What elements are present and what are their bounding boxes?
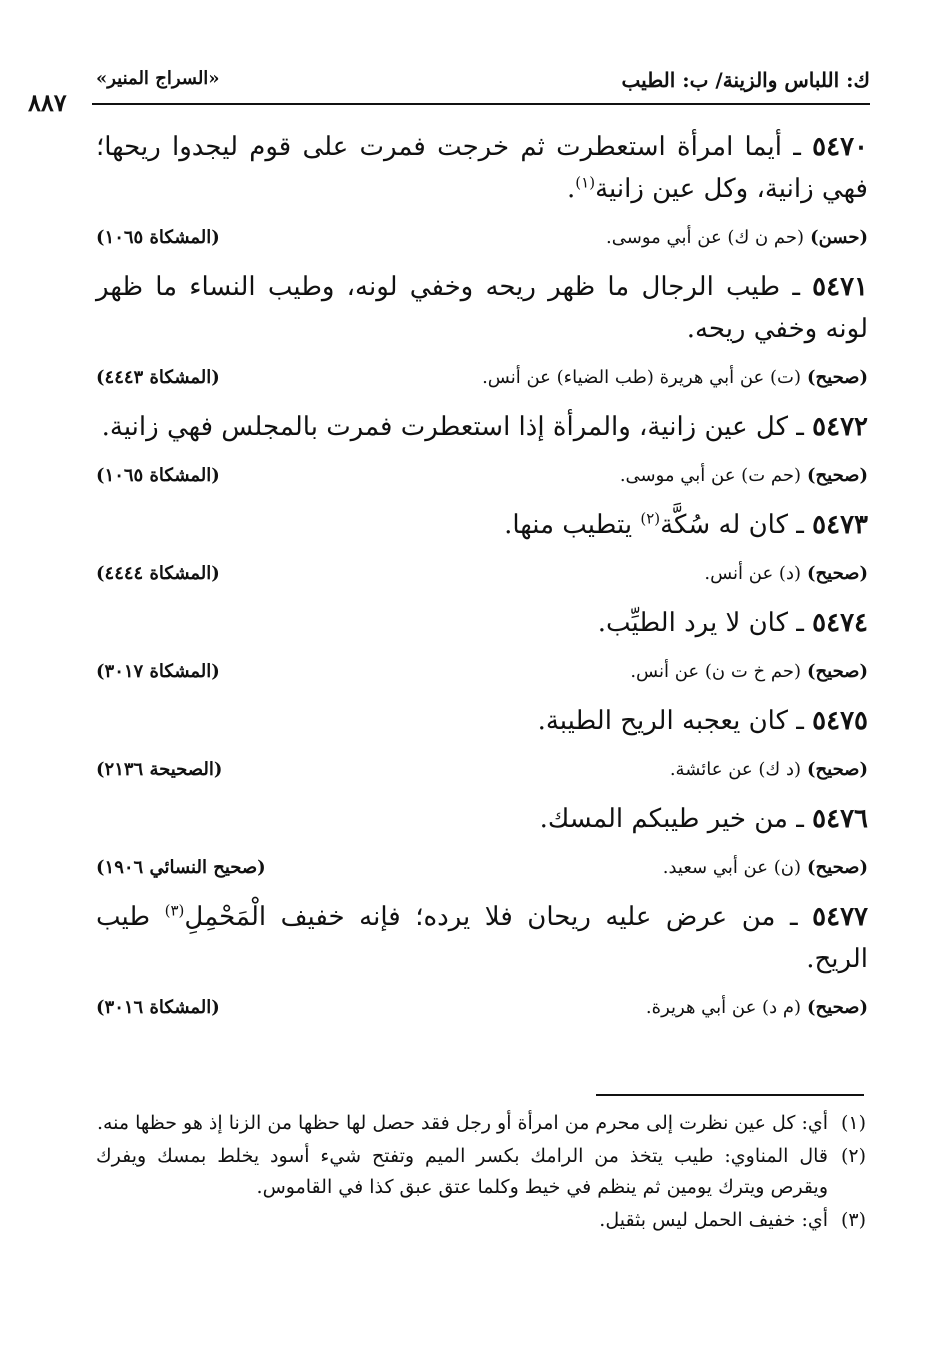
hadith-entry xyxy=(96,700,868,796)
hadith-narrator: (د ك) عن عائشة. xyxy=(669,758,801,780)
footnote-marker: (٢) xyxy=(640,509,661,528)
hadith-number: ٥٤٧٣ xyxy=(812,510,868,540)
hadith-body: كل عين زانية، والمرأة إذا استعطرت فمرت بالمجلس فهي زانية. xyxy=(101,412,788,442)
hadith-entry xyxy=(96,406,868,502)
footnote-marker: (٣) xyxy=(164,901,185,920)
hadith-reference: (المشكاة ٣٠١٧) xyxy=(96,660,220,682)
hadith-reference: (المشكاة ١٠٦٥) xyxy=(96,226,220,248)
hadith-body: من خير طيبكم المسك. xyxy=(539,804,788,834)
hadith-entry xyxy=(96,126,868,264)
footnote-text: أي: خفيف الحمل ليس بثقيل. xyxy=(599,1209,828,1231)
hadith-body: طيب الرجال ما ظهر ريحه وخفي لونه، وطيب النساء ما ظهر لونه وخفي ريحه. xyxy=(96,272,868,344)
hadith-body: كان له سُكَّة xyxy=(660,510,788,540)
hadith-text: ٥٤٧٠ ـ أيما امرأة استعطرت ثم خرجت فمرت على قوم ليجدوا ريحها؛ فهي زانية، وكل عين زانية$^{(١)}$. xyxy=(96,132,868,204)
footnote xyxy=(96,1141,866,1203)
hadith-grade: (حسن) xyxy=(810,226,868,248)
hadith-grade: (صحيح) xyxy=(807,856,868,878)
hadith-grade: (صحيح) xyxy=(807,366,868,388)
hadith-narrator: (د) عن أنس. xyxy=(704,562,801,584)
page-number: ٨٨٧ xyxy=(28,88,67,117)
footnote-text: قال المناوي: طيب يتخذ من الرامك بكسر الميم وتفتح شيء أسود يخلط بمسك ويفرك ويقرص ويترك يومين ثم ينظم في خيط وكلما عتق عبق كذا في القاموس. xyxy=(96,1145,828,1198)
hadith-number: ٥٤٧٧ xyxy=(812,902,868,932)
hadith-number: ٥٤٧٠ xyxy=(812,132,868,162)
hadith-reference: (الصحيحة ٢١٣٦) xyxy=(96,758,223,780)
hadith-tail: طيب الريح. xyxy=(96,902,868,974)
hadith-grade: (صحيح) xyxy=(807,758,868,780)
footnote-marker: (١) xyxy=(575,173,596,192)
hadith-grade: (صحيح) xyxy=(807,562,868,584)
footnote xyxy=(96,1108,866,1139)
hadith-entry xyxy=(96,896,868,1034)
hadith-number: ٥٤٧٤ xyxy=(812,608,868,638)
hadith-list xyxy=(96,126,868,1036)
hadith-source xyxy=(96,840,868,894)
header-divider xyxy=(92,103,870,105)
footnotes xyxy=(96,1108,866,1238)
hadith-entry xyxy=(96,266,868,404)
hadith-source xyxy=(96,742,868,796)
hadith-body: أيما امرأة استعطرت ثم خرجت فمرت على قوم ليجدوا ريحها؛ فهي زانية، وكل عين زانية xyxy=(96,132,868,204)
footnote-number: (١) xyxy=(840,1112,866,1134)
footnote xyxy=(96,1205,866,1236)
hadith-narrator: (ت) عن أبي هريرة (طب الضياء) عن أنس. xyxy=(482,366,801,388)
hadith-text: ٥٤٧٤ ـ كان لا يرد الطيِّب. xyxy=(597,608,868,638)
hadith-source xyxy=(96,210,868,264)
hadith-narrator: (م د) عن أبي هريرة. xyxy=(645,996,801,1018)
hadith-text: ٥٤٧٧ ـ من عرض عليه ريحان فلا يرده؛ فإنه خفيف الْمَحْمِلِ$^{(٣)}$ طيب الريح. xyxy=(96,901,868,974)
hadith-body: من عرض عليه ريحان فلا يرده؛ فإنه خفيف الْمَحْمِلِ xyxy=(184,902,776,932)
hadith-number: ٥٤٧٥ xyxy=(812,706,868,736)
hadith-grade: (صحيح) xyxy=(807,464,868,486)
footnote-divider xyxy=(596,1094,864,1096)
book-title: «السراج المنير» xyxy=(96,68,220,89)
hadith-source xyxy=(96,350,868,404)
hadith-narrator: (حم ت) عن أبي موسى. xyxy=(619,464,801,486)
hadith-grade: (صحيح) xyxy=(807,996,868,1018)
hadith-text: ٥٤٧٦ ـ من خير طيبكم المسك. xyxy=(539,804,868,834)
hadith-entry xyxy=(96,504,868,600)
hadith-text: ٥٤٧١ ـ طيب الرجال ما ظهر ريحه وخفي لونه، وطيب النساء ما ظهر لونه وخفي ريحه. xyxy=(96,272,868,344)
hadith-reference: (صحيح النسائي ١٩٠٦) xyxy=(96,856,266,878)
hadith-entry xyxy=(96,602,868,698)
hadith-narrator: (ن) عن أبي سعيد. xyxy=(662,856,801,878)
hadith-text: ٥٤٧٢ ـ كل عين زانية، والمرأة إذا استعطرت فمرت بالمجلس فهي زانية. xyxy=(101,412,868,442)
hadith-source xyxy=(96,546,868,600)
footnote-text: أي: كل عين نظرت إلى محرم من امرأة أو رجل فقد حصل لها حظها من الزنا إذ هو حظها منه. xyxy=(96,1112,828,1134)
hadith-number: ٥٤٧٢ xyxy=(812,412,868,442)
footnote-number: (٢) xyxy=(840,1145,866,1167)
chapter-heading: ك: اللباس والزينة/ ب: الطيب xyxy=(621,68,870,92)
hadith-reference: (المشكاة ٤٤٤٣) xyxy=(96,366,220,388)
hadith-number: ٥٤٧٦ xyxy=(812,804,868,834)
hadith-source xyxy=(96,980,868,1034)
hadith-reference: (المشكاة ٤٤٤٤) xyxy=(96,562,220,584)
hadith-narrator: (حم ن ك) عن أبي موسى. xyxy=(606,226,805,248)
hadith-source xyxy=(96,448,868,502)
hadith-text: ٥٤٧٣ ـ كان له سُكَّة$^{(٢)}$ يتطيب منها. xyxy=(504,509,868,540)
hadith-entry xyxy=(96,798,868,894)
footnote-number: (٣) xyxy=(840,1209,866,1231)
hadith-reference: (المشكاة ١٠٦٥) xyxy=(96,464,220,486)
hadith-narrator: (حم خ ت ن) عن أنس. xyxy=(630,660,801,682)
hadith-tail: . xyxy=(567,174,576,204)
hadith-reference: (المشكاة ٣٠١٦) xyxy=(96,996,220,1018)
hadith-body: كان يعجبه الريح الطيبة. xyxy=(537,706,788,736)
hadith-grade: (صحيح) xyxy=(807,660,868,682)
hadith-tail: يتطيب منها. xyxy=(504,510,641,540)
hadith-source xyxy=(96,644,868,698)
hadith-text: ٥٤٧٥ ـ كان يعجبه الريح الطيبة. xyxy=(537,706,868,736)
hadith-number: ٥٤٧١ xyxy=(812,272,868,302)
hadith-body: كان لا يرد الطيِّب. xyxy=(597,608,788,638)
